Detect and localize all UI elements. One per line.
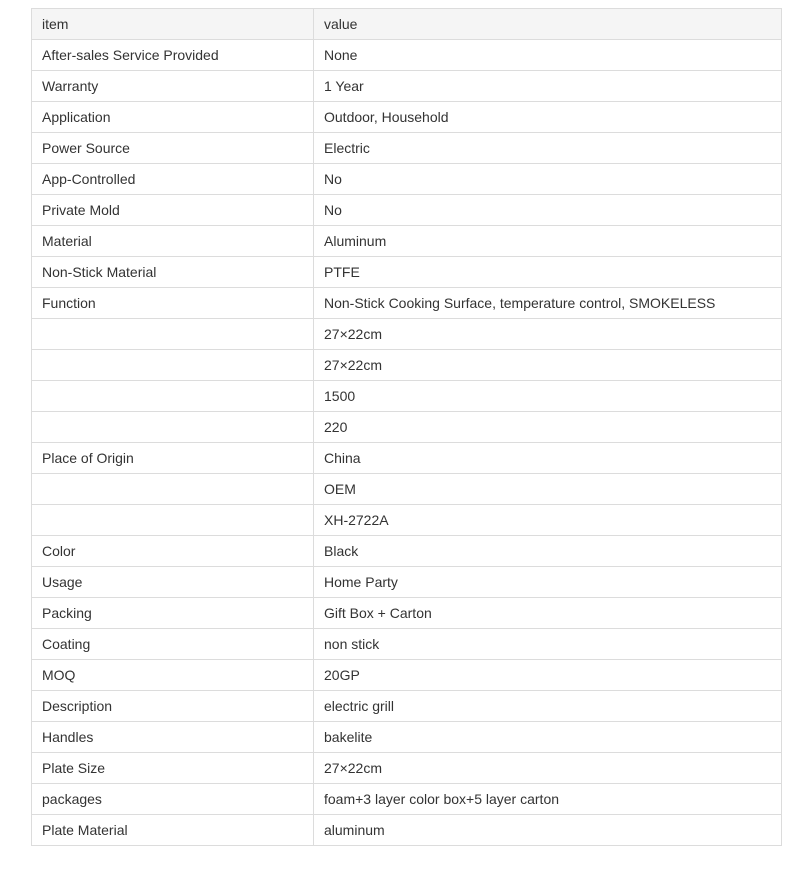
row-value: 1500 — [314, 381, 782, 412]
row-value: 1 Year — [314, 71, 782, 102]
row-value: 27×22cm — [314, 753, 782, 784]
row-value: 20GP — [314, 660, 782, 691]
row-value: foam+3 layer color box+5 layer carton — [314, 784, 782, 815]
table-row — [32, 40, 782, 71]
table-row — [32, 226, 782, 257]
table-row — [32, 164, 782, 195]
row-item: Material — [32, 226, 314, 257]
row-item: MOQ — [32, 660, 314, 691]
row-item: Color — [32, 536, 314, 567]
row-value: XH-2722A — [314, 505, 782, 536]
table-row — [32, 536, 782, 567]
table-row — [32, 350, 782, 381]
table-row — [32, 319, 782, 350]
table-row — [32, 660, 782, 691]
table-row — [32, 288, 782, 319]
row-item — [32, 381, 314, 412]
table-row — [32, 381, 782, 412]
spec-table-body — [32, 40, 782, 846]
row-value: 27×22cm — [314, 350, 782, 381]
row-item: Non-Stick Material — [32, 257, 314, 288]
row-value: None — [314, 40, 782, 71]
row-item — [32, 319, 314, 350]
row-value: Home Party — [314, 567, 782, 598]
row-item — [32, 350, 314, 381]
row-item: Plate Size — [32, 753, 314, 784]
row-item: Warranty — [32, 71, 314, 102]
row-value: Aluminum — [314, 226, 782, 257]
spec-table-header — [32, 9, 782, 40]
table-row — [32, 257, 782, 288]
row-item: App-Controlled — [32, 164, 314, 195]
table-row — [32, 443, 782, 474]
table-row — [32, 753, 782, 784]
table-row — [32, 505, 782, 536]
row-item: packages — [32, 784, 314, 815]
table-row — [32, 567, 782, 598]
table-row — [32, 474, 782, 505]
row-item: Description — [32, 691, 314, 722]
table-row — [32, 133, 782, 164]
row-item: Plate Material — [32, 815, 314, 846]
table-row — [32, 629, 782, 660]
row-value: Outdoor, Household — [314, 102, 782, 133]
row-item: After-sales Service Provided — [32, 40, 314, 71]
header-item: item — [32, 9, 314, 40]
table-row — [32, 195, 782, 226]
table-row — [32, 598, 782, 629]
row-item — [32, 505, 314, 536]
table-row — [32, 722, 782, 753]
row-item: Private Mold — [32, 195, 314, 226]
row-value: non stick — [314, 629, 782, 660]
row-value: 27×22cm — [314, 319, 782, 350]
header-row — [32, 9, 782, 40]
row-item: Usage — [32, 567, 314, 598]
header-value: value — [314, 9, 782, 40]
spec-table — [31, 8, 782, 846]
row-item: Packing — [32, 598, 314, 629]
row-item — [32, 412, 314, 443]
row-value: No — [314, 195, 782, 226]
row-item: Coating — [32, 629, 314, 660]
row-item: Power Source — [32, 133, 314, 164]
row-item — [32, 474, 314, 505]
table-row — [32, 815, 782, 846]
row-item: Place of Origin — [32, 443, 314, 474]
row-value: PTFE — [314, 257, 782, 288]
row-value: electric grill — [314, 691, 782, 722]
row-item: Application — [32, 102, 314, 133]
row-value: aluminum — [314, 815, 782, 846]
table-row — [32, 102, 782, 133]
row-value: OEM — [314, 474, 782, 505]
row-value: Electric — [314, 133, 782, 164]
row-item: Handles — [32, 722, 314, 753]
row-value: Black — [314, 536, 782, 567]
table-row — [32, 71, 782, 102]
table-row — [32, 691, 782, 722]
row-value: Non-Stick Cooking Surface, temperature control, SMOKELESS — [314, 288, 782, 319]
row-value: No — [314, 164, 782, 195]
row-value: China — [314, 443, 782, 474]
row-value: 220 — [314, 412, 782, 443]
row-item: Function — [32, 288, 314, 319]
row-value: bakelite — [314, 722, 782, 753]
table-row — [32, 784, 782, 815]
row-value: Gift Box + Carton — [314, 598, 782, 629]
table-row — [32, 412, 782, 443]
